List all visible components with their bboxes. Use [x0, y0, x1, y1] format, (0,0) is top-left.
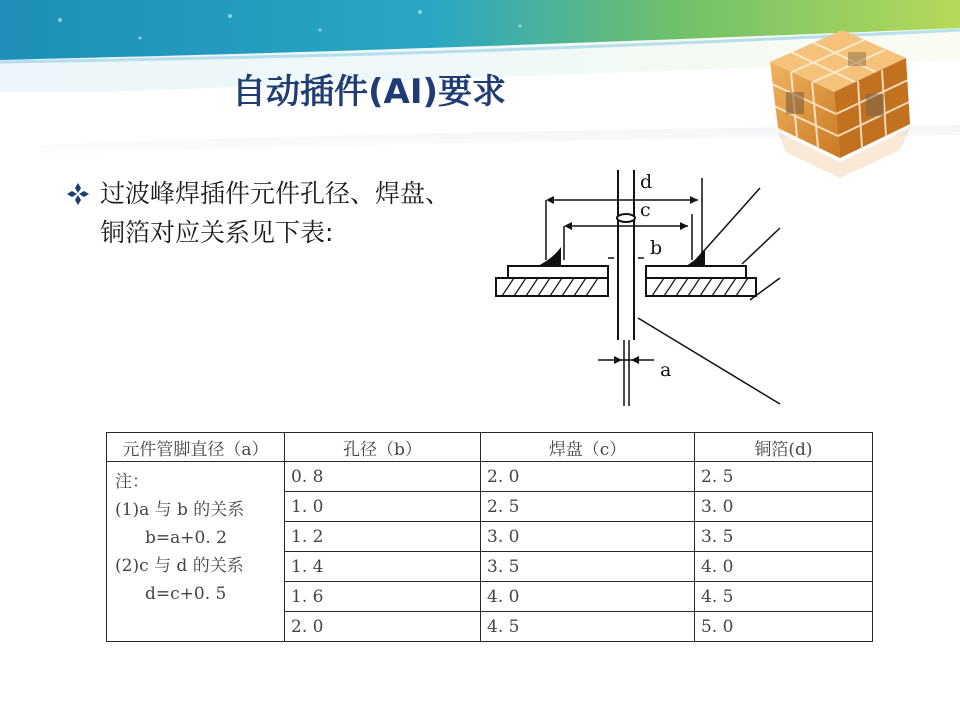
copper-pad-right	[646, 266, 746, 278]
table-row	[107, 462, 873, 492]
column-header-pad: 焊盘（c）	[481, 433, 695, 462]
column-header-hole-diameter: 孔径（b）	[285, 433, 481, 462]
slide-title: 自动插件(AI)要求	[232, 72, 507, 112]
dim-label-a: a	[660, 359, 672, 381]
hole-cell: 1. 6	[285, 582, 481, 612]
hole-cell: 1. 0	[285, 492, 481, 522]
hole-cell: 2. 0	[285, 612, 481, 642]
pad-cell: 3. 5	[481, 552, 695, 582]
copper-cell: 5. 0	[695, 612, 873, 642]
spec-table	[106, 432, 873, 642]
hole-cell: 1. 4	[285, 552, 481, 582]
note-rule-2: (2)c 与 d 的关系	[115, 556, 244, 576]
pad-cell: 3. 0	[481, 522, 695, 552]
bullet-text: 过波峰焊插件元件孔径、焊盘、铜箔对应关系见下表:	[100, 179, 451, 247]
copper-cell: 4. 0	[695, 552, 873, 582]
pad-cell: 4. 5	[481, 612, 695, 642]
hole-cell: 0. 8	[285, 462, 481, 492]
pad-cell: 2. 0	[481, 462, 695, 492]
note-formula-1: b=a+0. 2	[145, 528, 227, 548]
copper-pad-left	[508, 266, 608, 278]
pad-cell: 4. 0	[481, 582, 695, 612]
note-rule-1: (1)a 与 b 的关系	[115, 500, 245, 520]
copper-cell: 4. 5	[695, 582, 873, 612]
note-formula-2: d=c+0. 5	[145, 584, 227, 604]
dim-label-d: d	[640, 171, 653, 193]
diamond-bullet-icon	[66, 182, 90, 206]
dim-label-c: c	[640, 199, 651, 221]
column-header-copper: 铜箔(d)	[695, 433, 873, 462]
copper-cell: 3. 0	[695, 492, 873, 522]
component-hole-diagram	[488, 160, 788, 410]
note-cell	[107, 462, 285, 642]
solder-left	[540, 250, 560, 266]
pad-cell: 2. 5	[481, 492, 695, 522]
table-header-row	[107, 433, 873, 462]
column-header-lead-diameter: 元件管脚直径（a）	[107, 433, 285, 462]
note-label: 注：	[115, 472, 149, 492]
hole-cell: 1. 2	[285, 522, 481, 552]
bullet-item	[66, 174, 466, 252]
copper-cell: 3. 5	[695, 522, 873, 552]
copper-cell: 2. 5	[695, 462, 873, 492]
dim-label-b: b	[650, 237, 663, 259]
